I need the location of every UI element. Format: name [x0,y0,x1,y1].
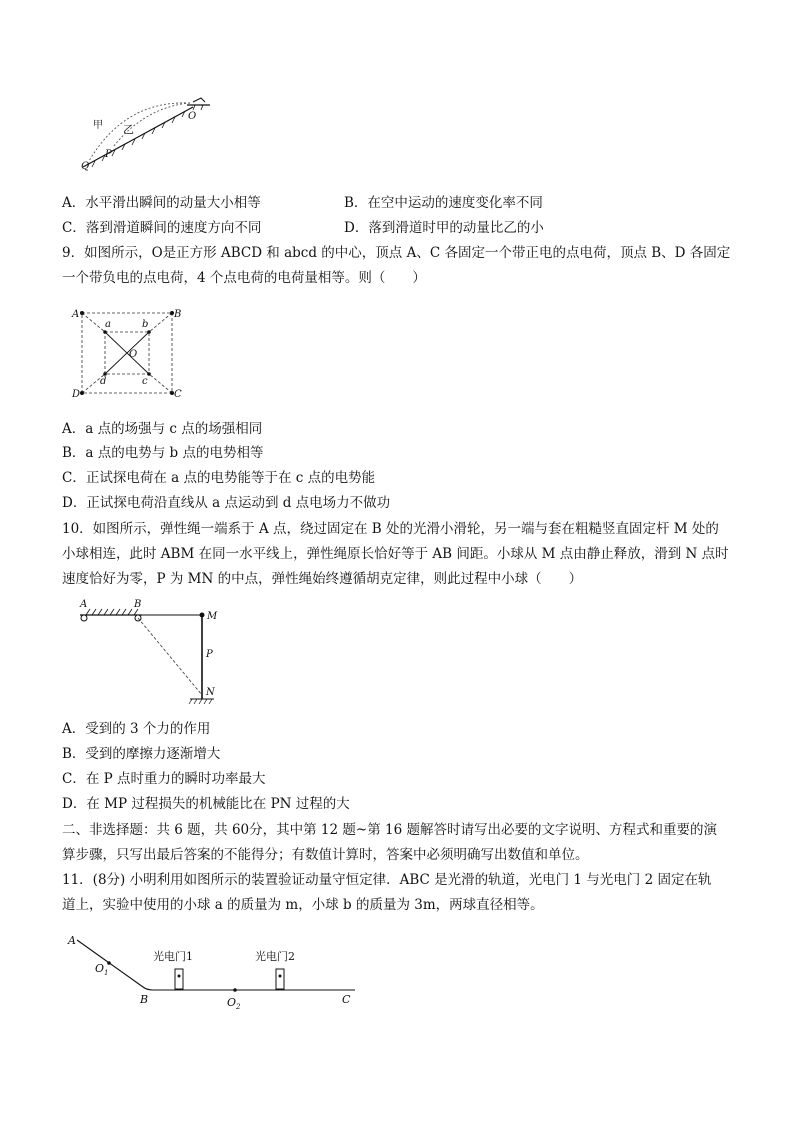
fig10-label-P: P [206,649,213,660]
fig10-label-B: B [134,599,142,610]
q9-stem-line-1: 9．如图所示，O是正方形 ABCD 和 abcd 的中心，顶点 A、C 各固定一个带正电的点电荷，顶点 B、D 各固定 [62,245,731,261]
fig11-label-B: B [140,993,149,1006]
fig11-label-gate1: 光电门1 [153,950,193,963]
fig9-label-b: b [142,319,149,330]
q9-option-c: C．正试探电荷在 a 点的电势能等于在 c 点的电势能 [62,470,376,486]
q8-option-a: A．水平滑出瞬间的动量大小相等 [62,195,261,211]
q9-option-a: A．a 点的场强与 c 点的场强相同 [62,421,263,437]
q10-option-d: D．在 MP 过程损失的机械能比在 PN 过程的大 [62,796,350,812]
q10-stem-line-1: 10．如图所示，弹性绳一端系于 A 点，绕过固定在 B 处的光滑小滑轮，另一端与套在粗糙竖直固定杆 M 处的 [62,521,719,537]
q8-option-c: C．落到滑道瞬间的速度方向不同 [62,220,262,236]
q10-option-b: B．受到的摩擦力逐渐增大 [62,746,221,762]
section2-heading-line-1: 二、非选择题：共 6 题，共 60分，其中第 12 题~第 16 题解答时请写出必要的文字说明、方程式和重要的演 [62,822,717,838]
fig9-label-O: O [129,349,138,360]
q11-stem-line-1: 11．(8分) 小明利用如图所示的装置验证动量守恒定律．ABC 是光滑的轨道，光电门 1 与光电门 2 固定在轨 [62,872,712,888]
q11-stem-line-2: 道上，实验中使用的小球 a 的质量为 m，小球 b 的质量为 3m，两球直径相等。 [62,897,544,913]
fig10-label-N: N [206,687,215,698]
figure-q10-elastic-rope [72,595,232,715]
fig8-label-jia: 甲 [93,120,103,131]
q8-option-d: D．落到滑道时甲的动量比乙的小 [344,220,544,236]
q10-stem-line-2: 小球相连，此时 ABM 在同一水平线上，弹性绳原长恰好等于 AB 间距。小球从 M 点由静止释放，滑到 N 点时 [62,546,729,562]
q8-option-b: B．在空中运动的速度变化率不同 [344,195,543,211]
fig8-label-P: P [105,149,112,160]
fig11-label-C: C [342,993,351,1006]
fig8-label-yi: 乙 [123,123,134,136]
fig9-label-d: d [100,376,107,387]
figure-q8-slope [75,95,215,175]
fig9-label-B: B [174,309,182,320]
fig9-label-A: A [72,309,80,320]
q10-option-a: A．受到的 3 个力的作用 [62,721,211,737]
figure-q11-track [65,932,365,1012]
fig11-label-O1: $O_1$ [95,962,109,977]
fig10-label-A: A [80,599,88,610]
fig11-label-O2: $O_2$ [227,996,241,1011]
fig10-label-M: M [207,611,218,622]
fig11-label-gate2: 光电门2 [255,950,295,963]
fig8-label-O: O [188,111,197,122]
fig8-label-Q: Q [81,161,90,172]
fig9-label-C: C [174,389,182,400]
q10-stem-line-3: 速度恰好为零，P 为 MN 的中点，弹性绳始终遵循胡克定律，则此过程中小球（ ） [62,571,583,587]
section2-heading-line-2: 算步骤，只写出最后答案的不能得分；有数值计算时，答案中必须明确写出数值和单位。 [62,847,589,863]
q9-stem-line-2: 一个带负电的点电荷，4 个点电荷的电荷量相等。则（ ） [62,270,426,286]
fig9-label-D: D [72,389,81,400]
q9-option-d: D．正试探电荷沿直线从 a 点运动到 d 点电场力不做功 [62,495,391,511]
fig9-label-c: c [142,376,148,387]
q9-option-b: B．a 点的电势与 b 点的电势相等 [62,445,264,461]
figure-q9-squares [72,307,182,400]
q10-option-c: C．在 P 点时重力的瞬时功率最大 [62,771,266,787]
fig11-label-A: A [68,934,76,947]
fig9-label-a: a [105,319,111,330]
